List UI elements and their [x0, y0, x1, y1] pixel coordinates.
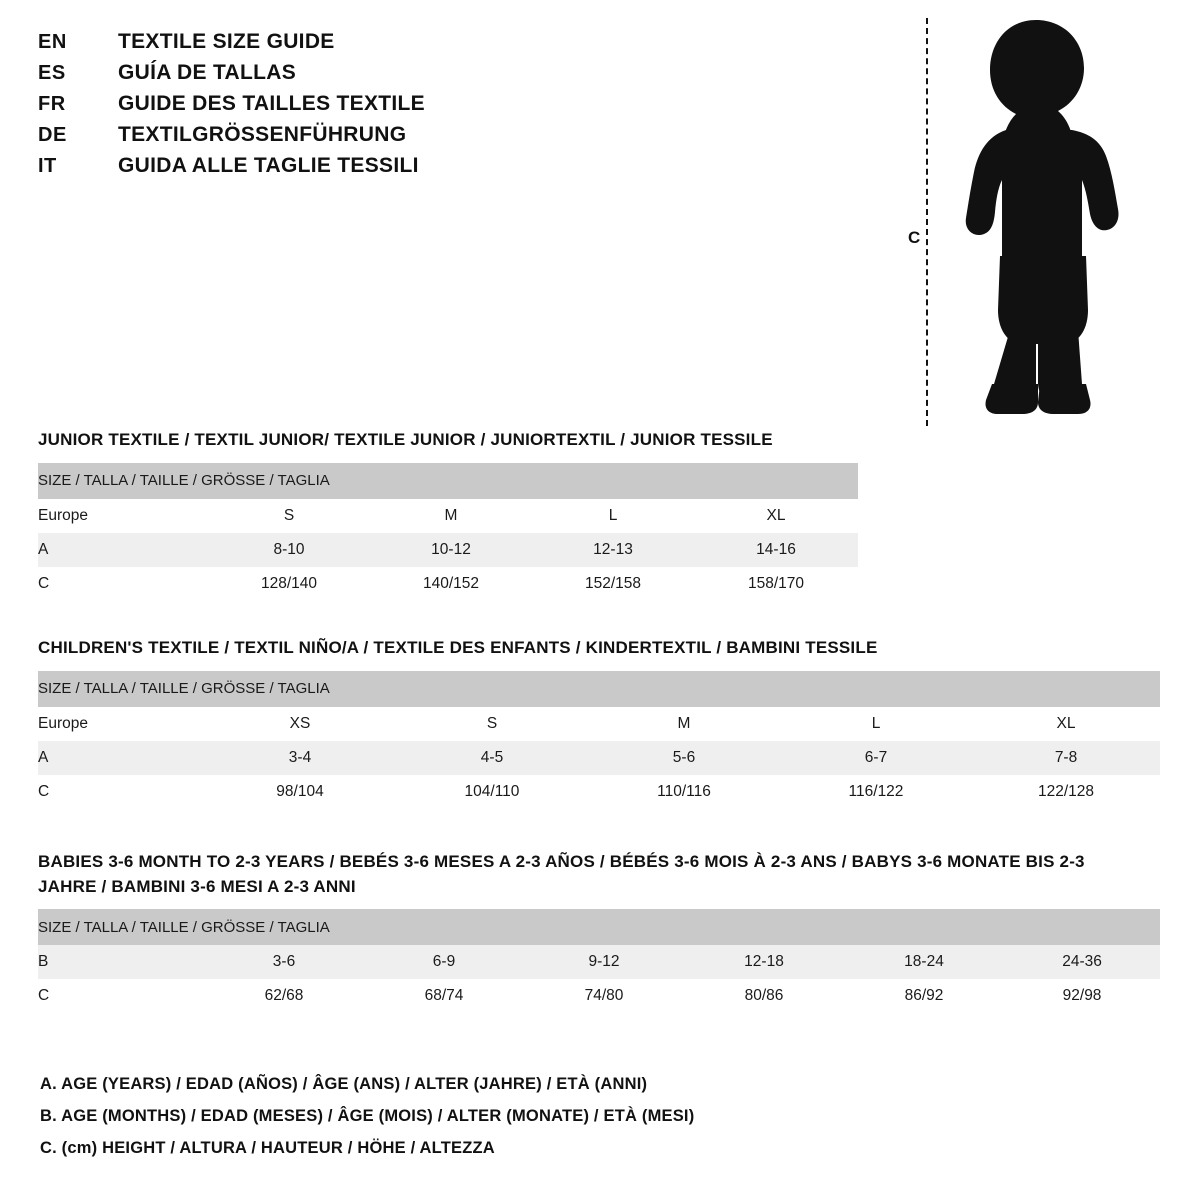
language-row [38, 154, 598, 185]
row-value: 98/104 [204, 775, 396, 809]
row-value: 110/116 [588, 775, 780, 809]
table-band-row [38, 671, 1160, 707]
row-value: 68/74 [364, 979, 524, 1013]
figure-area [900, 10, 1160, 430]
language-title: GUIDA ALLE TAGLIE TESSILI [118, 154, 419, 177]
row-value: 86/92 [844, 979, 1004, 1013]
header-size: M [588, 707, 780, 741]
header-size: M [370, 499, 532, 533]
language-title: GUIDE DES TAILLES TEXTILE [118, 92, 425, 115]
header-size: XL [694, 499, 858, 533]
row-value: 158/170 [694, 567, 858, 601]
language-code: IT [38, 155, 57, 177]
row-value: 140/152 [370, 567, 532, 601]
row-value: 104/110 [396, 775, 588, 809]
section-title: JUNIOR TEXTILE / TEXTIL JUNIOR/ TEXTILE JUNIOR / JUNIORTEXTIL / JUNIOR TESSILE [38, 430, 773, 449]
row-value: 14-16 [694, 533, 858, 567]
header-size: L [780, 707, 972, 741]
language-code: DE [38, 124, 67, 146]
table-row [38, 945, 1160, 979]
child-silhouette-icon [940, 10, 1140, 425]
header-region-label: Europe [38, 499, 208, 533]
legend-line-c: C. (cm) HEIGHT / ALTURA / HAUTEUR / HÖHE / ALTEZZA [40, 1139, 495, 1157]
row-value: 3-6 [204, 945, 364, 979]
row-value: 74/80 [524, 979, 684, 1013]
row-label: C [38, 979, 204, 1013]
row-value: 9-12 [524, 945, 684, 979]
row-value: 116/122 [780, 775, 972, 809]
table-row [38, 775, 1160, 809]
section-babies-textile [38, 850, 1160, 1013]
row-value: 6-7 [780, 741, 972, 775]
header-size: S [208, 499, 370, 533]
row-value: 12-13 [532, 533, 694, 567]
row-value: 5-6 [588, 741, 780, 775]
row-value: 152/158 [532, 567, 694, 601]
section-junior-textile [38, 428, 858, 601]
babies-size-table [38, 909, 1160, 1013]
table-band-row [38, 463, 858, 499]
language-row [38, 30, 598, 61]
table-header-row [38, 707, 1160, 741]
header-size: XL [972, 707, 1160, 741]
children-size-table [38, 671, 1160, 809]
table-row [38, 979, 1160, 1013]
row-label: C [38, 775, 204, 809]
row-value: 92/98 [1004, 979, 1160, 1013]
row-value: 128/140 [208, 567, 370, 601]
row-label: A [38, 533, 208, 567]
language-title: GUÍA DE TALLAS [118, 61, 297, 84]
row-value: 10-12 [370, 533, 532, 567]
header-size: S [396, 707, 588, 741]
legend-block [40, 1068, 1140, 1164]
header-size: XS [204, 707, 396, 741]
band-label: SIZE / TALLA / TAILLE / GRÖSSE / TAGLIA [38, 671, 1160, 707]
junior-size-table [38, 463, 858, 601]
language-title-block [38, 30, 598, 185]
header-region-label: Europe [38, 707, 204, 741]
table-row [38, 533, 858, 567]
row-value: 62/68 [204, 979, 364, 1013]
language-row [38, 61, 598, 92]
legend-line-b: B. AGE (MONTHS) / EDAD (MESES) / ÂGE (MOIS) / ALTER (MONATE) / ETÀ (MESI) [40, 1107, 695, 1125]
section-title: BABIES 3-6 MONTH TO 2-3 YEARS / BEBÉS 3-6 MESES A 2-3 AÑOS / BÉBÉS 3-6 MOIS À 2-3 ANS / BABYS 3-6 MONATE BIS 2-3 JAHRE / BAMBINI 3-6 MESI A 2-3 ANNI [38, 852, 1085, 896]
row-value: 122/128 [972, 775, 1160, 809]
row-value: 80/86 [684, 979, 844, 1013]
legend-line-a: A. AGE (YEARS) / EDAD (AÑOS) / ÂGE (ANS) / ALTER (JAHRE) / ETÀ (ANNI) [40, 1075, 648, 1093]
band-label: SIZE / TALLA / TAILLE / GRÖSSE / TAGLIA [38, 463, 858, 499]
language-code: EN [38, 31, 67, 53]
table-row [38, 741, 1160, 775]
section-children-textile [38, 636, 1160, 809]
row-value: 3-4 [204, 741, 396, 775]
language-row [38, 123, 598, 154]
row-value: 12-18 [684, 945, 844, 979]
row-value: 8-10 [208, 533, 370, 567]
band-label: SIZE / TALLA / TAILLE / GRÖSSE / TAGLIA [38, 909, 1160, 945]
row-label: B [38, 945, 204, 979]
language-title: TEXTILE SIZE GUIDE [118, 30, 335, 53]
row-label: A [38, 741, 204, 775]
row-label: C [38, 567, 208, 601]
table-band-row [38, 909, 1160, 945]
language-row [38, 92, 598, 123]
row-value: 7-8 [972, 741, 1160, 775]
row-value: 4-5 [396, 741, 588, 775]
language-title: TEXTILGRÖSSENFÜHRUNG [118, 123, 407, 146]
row-value: 24-36 [1004, 945, 1160, 979]
header-size: L [532, 499, 694, 533]
height-measure-line [926, 18, 928, 426]
section-title: CHILDREN'S TEXTILE / TEXTIL NIÑO/A / TEXTILE DES ENFANTS / KINDERTEXTIL / BAMBINI TESSILE [38, 638, 878, 657]
table-row [38, 567, 858, 601]
language-code: ES [38, 62, 66, 84]
language-code: FR [38, 93, 66, 115]
row-value: 6-9 [364, 945, 524, 979]
height-measure-label: C [908, 228, 921, 247]
row-value: 18-24 [844, 945, 1004, 979]
table-header-row [38, 499, 858, 533]
